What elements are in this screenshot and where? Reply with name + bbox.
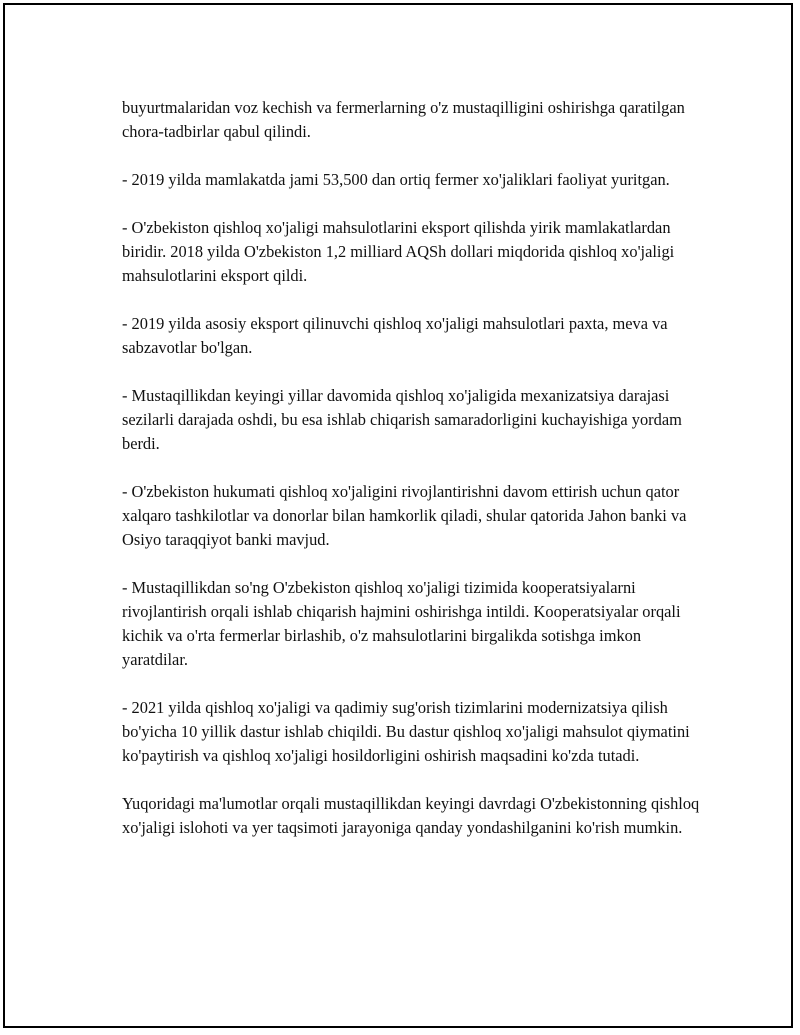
paragraph-mechanization: - Mustaqillikdan keyingi yillar davomida qishloq xo'jaligida mexanizatsiya darajasi sezilarli darajada oshdi, bu esa ishlab chiqarish samaradorligini kuchayishiga yordam berdi. (122, 386, 682, 453)
document-body (122, 96, 702, 864)
paragraph-cooperatives: - Mustaqillikdan so'ng O'zbekiston qishloq xo'jaligi tizimida kooperatsiyalarni rivojlantirish orqali ishlab chiqarish hajmini oshirishga intildi. Kooperatsiyalar orqali kichik va o'rta fermerlar birlashib, o'z mahsulotlarini birgalikda sotishga imkon yaratdilar. (122, 578, 681, 669)
paragraph-export-2018: - O'zbekiston qishloq xo'jaligi mahsulotlarini eksport qilishda yirik mamlakatlardan biridir. 2018 yilda O'zbekiston 1,2 milliard AQSh dollari miqdorida qishloq xo'jaligi mahsulotlarini eksport qildi. (122, 218, 675, 285)
paragraph-program-2021: - 2021 yilda qishloq xo'jaligi va qadimiy sug'orish tizimlarini modernizatsiya qilish bo'yicha 10 yillik dastur ishlab chiqildi. Bu dastur qishloq xo'jaligi mahsulot qiymatini ko'paytirish va qishloq xo'jaligi hosildorligini oshirish maqsadini ko'zda tutadi. (122, 698, 690, 765)
paragraph-international-cooperation: - O'zbekiston hukumati qishloq xo'jaligini rivojlantirishni davom ettirish uchun qator xalqaro tashkilotlar va donorlar bilan hamkorlik qiladi, shular qatorida Jahon banki va Osiyo taraqqiyot banki mavjud. (122, 482, 687, 549)
paragraph-export-products-2019: - 2019 yilda asosiy eksport qilinuvchi qishloq xo'jaligi mahsulotlari paxta, meva va sabzavotlar bo'lgan. (122, 314, 668, 357)
paragraph-farms-2019: - 2019 yilda mamlakatda jami 53,500 dan ortiq fermer xo'jaliklari faoliyat yuritgan. (122, 170, 670, 189)
page-frame (3, 3, 793, 1028)
paragraph-conclusion: Yuqoridagi ma'lumotlar orqali mustaqillikdan keyingi davrdagi O'zbekistonning qishloq xo'jaligi islohoti va yer taqsimoti jarayoniga qanday yondashilganini ko'rish mumkin. (122, 794, 700, 837)
paragraph-continuation: buyurtmalaridan voz kechish va fermerlarning o'z mustaqilligini oshirishga qaratilgan chora-tadbirlar qabul qilindi. (122, 98, 685, 141)
